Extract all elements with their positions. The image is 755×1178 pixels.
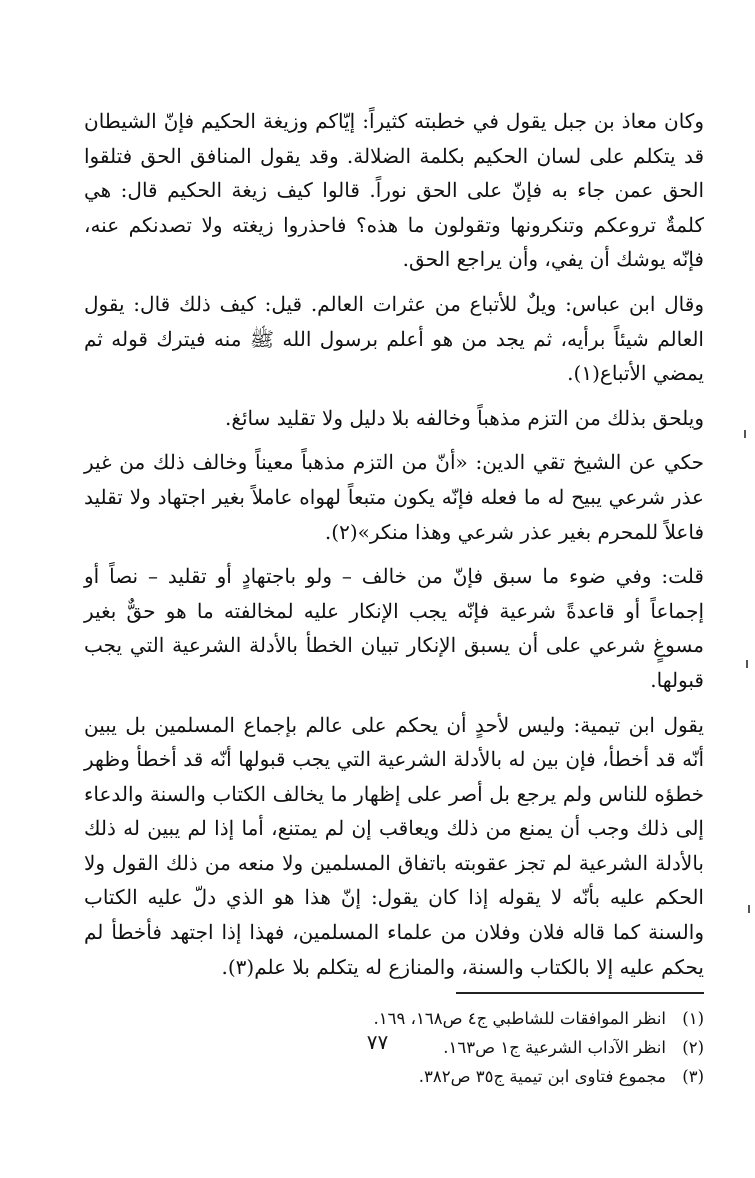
paragraph-ibn-abbas: وقال ابن عباس: ويلٌ للأتباع من عثرات العالم. قيل: كيف ذلك قال: يقول العالم شيئاً برأيه، ثم يجد من هو أعلم برسول الله ﷺ منه فيترك قوله ثم يمضي الأتباع(١). (84, 291, 704, 386)
footnote-item (84, 1062, 704, 1091)
paragraph-madhhab: ويلحق بذلك من التزم مذهباً وخالفه بلا دليل ولا تقليد سائغ. (224, 405, 704, 430)
footnote-separator (456, 992, 704, 994)
paragraph-muadh: وكان معاذ بن جبل يقول في خطبته كثيراً: إيّاكم وزيغة الحكيم فإنّ الشيطان قد يتكلم على لسان الحكيم بكلمة الضلالة. وقد يقول المنافق الحق فتلقوا الحق عمن جاء به فإنّ على الحق نوراً. قالوا كيف زيغة الحكيم قال: هي كلمةٌ تروعكم وتنكرونها وتقولون ما هذه؟ فاحذروا زيغته ولا تصدنكم عنه، فإنّه يوشك أن يفي، وأن يراجع الحق. (84, 109, 704, 272)
footnote-item (84, 1004, 704, 1033)
margin-mark (748, 905, 750, 913)
page-body (84, 104, 704, 1091)
footnote-text: مجموع فتاوى ابن تيمية ج٣٥ ص٣٨٢. (418, 1067, 666, 1087)
footnote-text: انظر الآداب الشرعية ج١ ص١٦٣. (443, 1038, 666, 1058)
footnote-text: انظر الموافقات للشاطبي ج٤ ص١٦٨، ١٦٩. (373, 1009, 666, 1029)
footnote-number: (١) (682, 1009, 704, 1029)
footnote-number: (٢) (682, 1038, 704, 1058)
margin-mark (744, 430, 746, 438)
paragraph-ibn-taymiyyah: يقول ابن تيمية: وليس لأحدٍ أن يحكم على عالم بإجماع المسلمين بل يبين أنّه قد أخطأ، فإن بين له بالأدلة الشرعية التي يجب قبولها أنّه قد أخطأ وظهر خطؤه للناس ولم يرجع بل أصر على إظهار ما يخالف الكتاب والسنة والدعاء إلى ذلك وجب أن يمنع من ذلك ويعاقب إن لم يمتنع، أما إذا لم يبين له ذلك بالأدلة الشرعية لم تجز عقوبته باتفاق المسلمين ولا منعه من ذلك القول ولا الحكم عليه بأنّه لا يقوله إذا كان يقول: إنّ هذا هو الذي دلّ عليه الكتاب والسنة كما قاله فلان وفلان من علماء المسلمين، فهذا إذا اجتهد فأخطأ لم يحكم عليه إلا بالكتاب والسنة، والمنازع له يتكلم بلا علم(٣). (84, 712, 704, 979)
page-number: ٧٧ (366, 1030, 389, 1054)
paragraph-qultu: قلت: وفي ضوء ما سبق فإنّ من خالف – ولو باجتهادٍ أو تقليد – نصاً أو إجماعاً أو قاعدةً شرعية فإنّه يجب الإنكار عليه لمخالفته ما هو حقٌّ بغير مسوغٍ شرعي على أن يسبق الإنكار تبيان الخطأ بالأدلة الشرعية التي يجب قبولها. (84, 564, 704, 692)
paragraph-taqi-al-din: حكي عن الشيخ تقي الدين: «أنّ من التزم مذهباً معيناً وخالف ذلك من غير عذر شرعي يبيح له ما فعله فإنّه يكون متبعاً لهواه عاملاً بغير اجتهاد ولا تقليد فاعلاً للمحرم بغير عذر شرعي وهذا منكر»(٢). (84, 450, 704, 544)
margin-mark (746, 660, 748, 668)
footnote-number: (٣) (682, 1067, 704, 1087)
